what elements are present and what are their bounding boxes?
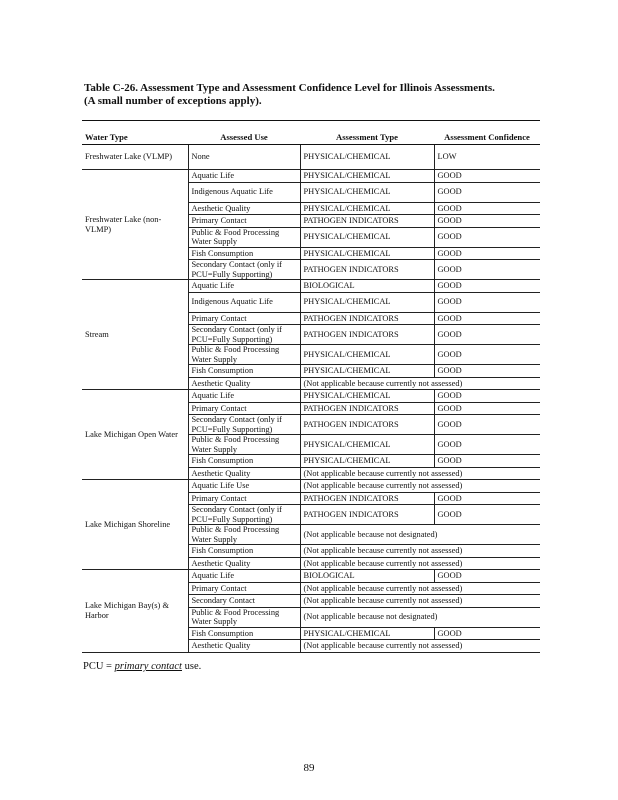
assessed-use-cell: Secondary Contact (only if PCU=Fully Supporting) [188,325,300,345]
water-type-cell: Freshwater Lake (non-VLMP) [82,170,188,280]
assessment-type-cell: PATHOGEN INDICATORS [300,312,434,325]
assessment-type-cell: PATHOGEN INDICATORS [300,505,434,525]
not-applicable-note-cell: (Not applicable because currently not assessed) [300,480,540,493]
footnote-term: primary contact [114,661,182,672]
caption-line-1: Table C-26. Assessment Type and Assessment Confidence Level for Illinois Assessments. [84,82,495,94]
assessed-use-cell: Fish Consumption [188,247,300,260]
water-type-cell: Lake Michigan Shoreline [82,480,188,570]
table-row [82,390,540,403]
assessment-type-cell: PHYSICAL/CHEMICAL [300,365,434,378]
caption-line-2: (A small number of exceptions apply). [84,95,262,107]
confidence-cell: GOOD [434,227,540,247]
assessed-use-cell: Fish Consumption [188,545,300,558]
assessment-type-cell: PATHOGEN INDICATORS [300,492,434,505]
header-assessment-confidence: Assessment Confidence [434,121,540,145]
not-applicable-note-cell: (Not applicable because currently not assessed) [300,557,540,570]
assessed-use-cell: Indigenous Aquatic Life [188,182,300,202]
assessment-type-cell: PHYSICAL/CHEMICAL [300,627,434,640]
assessed-use-cell: Public & Food Processing Water Supply [188,607,300,627]
assessment-type-cell: PHYSICAL/CHEMICAL [300,390,434,403]
assessed-use-cell: Fish Consumption [188,627,300,640]
confidence-cell: GOOD [434,312,540,325]
assessment-type-cell: PHYSICAL/CHEMICAL [300,247,434,260]
confidence-cell: GOOD [434,182,540,202]
footnote-prefix: PCU = [83,661,115,672]
assessed-use-cell: Primary Contact [188,312,300,325]
assessment-type-cell: PHYSICAL/CHEMICAL [300,292,434,312]
not-applicable-note-cell: (Not applicable because not designated) [300,607,540,627]
assessed-use-cell: Secondary Contact (only if PCU=Fully Supporting) [188,260,300,280]
assessment-table [82,120,540,653]
assessed-use-cell: Aesthetic Quality [188,557,300,570]
confidence-cell: GOOD [434,570,540,583]
assessed-use-cell: Aquatic Life [188,390,300,403]
assessed-use-cell: Public & Food Processing Water Supply [188,525,300,545]
table-caption [84,82,544,108]
water-type-cell: Lake Michigan Open Water [82,390,188,480]
confidence-cell: GOOD [434,365,540,378]
confidence-cell: GOOD [434,325,540,345]
table-row [82,145,540,170]
footnote [83,661,201,673]
table-row [82,280,540,293]
assessed-use-cell: Aesthetic Quality [188,377,300,390]
table-row [82,480,540,493]
assessed-use-cell: Primary Contact [188,492,300,505]
not-applicable-note-cell: (Not applicable because currently not assessed) [300,582,540,595]
assessed-use-cell: Fish Consumption [188,455,300,468]
assessed-use-cell: Secondary Contact (only if PCU=Fully Supporting) [188,415,300,435]
assessed-use-cell: Aquatic Life [188,170,300,183]
assessment-type-cell: PHYSICAL/CHEMICAL [300,145,434,170]
page-number: 89 [303,762,315,774]
assessment-type-cell: PATHOGEN INDICATORS [300,215,434,228]
confidence-cell: GOOD [434,415,540,435]
not-applicable-note-cell: (Not applicable because currently not assessed) [300,377,540,390]
header-water-type: Water Type [82,121,188,145]
assessment-type-cell: BIOLOGICAL [300,570,434,583]
header-assessed-use: Assessed Use [188,121,300,145]
header-assessment-type: Assessment Type [300,121,434,145]
table-row [82,170,540,183]
assessed-use-cell: Primary Contact [188,402,300,415]
confidence-cell: GOOD [434,435,540,455]
confidence-cell: GOOD [434,402,540,415]
confidence-cell: GOOD [434,345,540,365]
assessed-use-cell: Secondary Contact (only if PCU=Fully Supporting) [188,505,300,525]
assessed-use-cell: Aquatic Life [188,280,300,293]
assessed-use-cell: Public & Food Processing Water Supply [188,435,300,455]
assessed-use-cell: Primary Contact [188,215,300,228]
assessment-type-cell: PATHOGEN INDICATORS [300,260,434,280]
assessed-use-cell: Aesthetic Quality [188,202,300,215]
confidence-cell: GOOD [434,215,540,228]
assessment-type-cell: PHYSICAL/CHEMICAL [300,435,434,455]
not-applicable-note-cell: (Not applicable because currently not assessed) [300,545,540,558]
water-type-cell: Freshwater Lake (VLMP) [82,145,188,170]
assessed-use-cell: Aquatic Life [188,570,300,583]
assessed-use-cell: Indigenous Aquatic Life [188,292,300,312]
confidence-cell: GOOD [434,492,540,505]
not-applicable-note-cell: (Not applicable because not designated) [300,525,540,545]
assessed-use-cell: Public & Food Processing Water Supply [188,227,300,247]
not-applicable-note-cell: (Not applicable because currently not assessed) [300,467,540,480]
assessed-use-cell: Aquatic Life Use [188,480,300,493]
assessed-use-cell: Aesthetic Quality [188,467,300,480]
confidence-cell: GOOD [434,627,540,640]
water-type-cell: Lake Michigan Bay(s) & Harbor [82,570,188,653]
water-type-cell: Stream [82,280,188,390]
table-body [82,145,540,653]
assessment-type-cell: PHYSICAL/CHEMICAL [300,227,434,247]
confidence-cell: GOOD [434,505,540,525]
table-header-row [82,121,540,145]
confidence-cell: LOW [434,145,540,170]
assessment-type-cell: PATHOGEN INDICATORS [300,415,434,435]
assessment-type-cell: PHYSICAL/CHEMICAL [300,182,434,202]
table-row [82,570,540,583]
assessed-use-cell: Primary Contact [188,582,300,595]
assessment-type-cell: PATHOGEN INDICATORS [300,402,434,415]
assessed-use-cell: None [188,145,300,170]
assessment-type-cell: PHYSICAL/CHEMICAL [300,170,434,183]
assessment-type-cell: PATHOGEN INDICATORS [300,325,434,345]
assessment-type-cell: PHYSICAL/CHEMICAL [300,202,434,215]
footnote-suffix: use. [181,661,202,672]
confidence-cell: GOOD [434,292,540,312]
assessment-type-cell: PHYSICAL/CHEMICAL [300,345,434,365]
assessment-type-cell: PHYSICAL/CHEMICAL [300,455,434,468]
confidence-cell: GOOD [434,170,540,183]
assessed-use-cell: Secondary Contact [188,595,300,608]
confidence-cell: GOOD [434,202,540,215]
assessed-use-cell: Aesthetic Quality [188,640,300,653]
confidence-cell: GOOD [434,455,540,468]
confidence-cell: GOOD [434,247,540,260]
not-applicable-note-cell: (Not applicable because currently not assessed) [300,595,540,608]
assessed-use-cell: Public & Food Processing Water Supply [188,345,300,365]
confidence-cell: GOOD [434,390,540,403]
not-applicable-note-cell: (Not applicable because currently not assessed) [300,640,540,653]
confidence-cell: GOOD [434,280,540,293]
assessed-use-cell: Fish Consumption [188,365,300,378]
confidence-cell: GOOD [434,260,540,280]
assessment-type-cell: BIOLOGICAL [300,280,434,293]
